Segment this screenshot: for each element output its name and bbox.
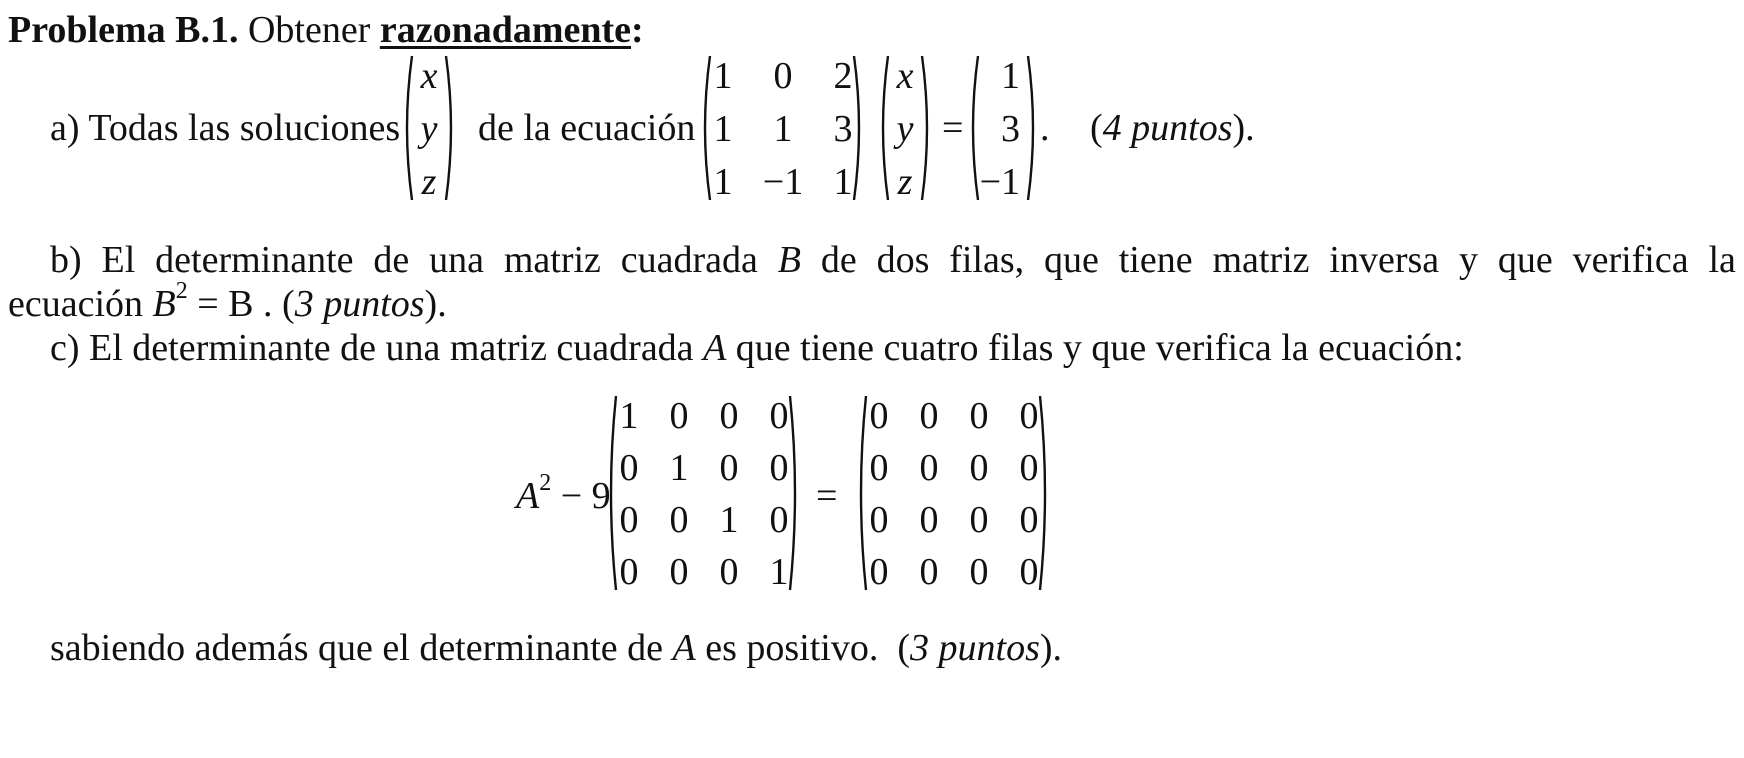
matrix-entry: 0 (719, 447, 739, 489)
vector-entry: x (896, 55, 914, 97)
final-text-after: es positivo. (705, 627, 879, 669)
matrix-entry: 1 (669, 447, 689, 489)
matrix-entry: 0 (619, 551, 639, 593)
matrix-entry: 0 (719, 551, 739, 593)
right-paren (920, 52, 934, 204)
part-a-middle: de la ecuación (478, 107, 696, 149)
unknowns-vector-product (876, 52, 934, 204)
matrix-entry: 0 (919, 395, 939, 437)
problem-label: Problema B.1. (8, 9, 239, 51)
matrix-entry: 1 (713, 108, 733, 150)
part-b-word: verifica (1572, 239, 1689, 281)
heading-emphasis: razonadamente (379, 9, 632, 51)
matrix-entry: 0 (669, 499, 689, 541)
right-paren (788, 392, 802, 594)
matrix-entry: 0 (769, 395, 789, 437)
points-text: 4 puntos (1102, 107, 1233, 149)
matrix-entry: 1 (719, 499, 739, 541)
equation-var-b: B (152, 283, 176, 325)
matrix-entry: 2 (833, 55, 853, 97)
vector-entry: 1 (1001, 55, 1020, 97)
part-a-prefix: a) Todas las soluciones (50, 107, 401, 149)
part-a-points: (4 puntos). (1090, 107, 1255, 149)
unknowns-vector (400, 52, 458, 204)
matrix-entry: 0 (919, 447, 939, 489)
matrix-entry: 0 (719, 395, 739, 437)
matrix-entry: 0 (773, 55, 793, 97)
part-b-word: una (429, 239, 484, 281)
heading-lead: Obtener (247, 9, 371, 51)
equals-sign: = (942, 107, 964, 149)
matrix-entry: 0 (969, 447, 989, 489)
zero-matrix (854, 392, 1052, 594)
matrix-entry: 0 (669, 551, 689, 593)
matrix-entry: 0 (619, 447, 639, 489)
part-c-text-after: que tiene cuatro filas y que verifica la ecuación: (735, 327, 1464, 369)
part-c-line (50, 326, 1464, 370)
matrix-entry: −1 (762, 161, 804, 203)
exponent: 2 (175, 278, 188, 304)
rhs-vector (966, 52, 1044, 204)
matrix-entry: 0 (919, 499, 939, 541)
matrix-entry: 1 (713, 161, 733, 203)
part-b-word: El (101, 239, 136, 281)
period: . (1040, 107, 1050, 149)
part-b-word: que (1497, 239, 1553, 281)
part-b-word: b) (50, 239, 82, 281)
matrix-entry: 0 (769, 447, 789, 489)
part-b-word: tiene (1118, 239, 1193, 281)
matrix-entry: 0 (869, 447, 889, 489)
vector-entry: 3 (1001, 108, 1020, 150)
vector-entry: z (897, 161, 913, 203)
matrix-entry: 1 (769, 551, 789, 593)
right-paren (1026, 52, 1040, 204)
matrix-entry: 1 (713, 55, 733, 97)
part-b-line-2: ecuación $B^2 = B$ . (3 puntos). (8, 278, 447, 325)
part-b-word: dos (876, 239, 930, 281)
heading-colon: : (631, 9, 644, 51)
matrix-entry: 0 (769, 499, 789, 541)
matrix-entry: 0 (1019, 447, 1039, 489)
coefficient-matrix (698, 52, 866, 204)
matrix-entry: 0 (969, 499, 989, 541)
part-b-word: de (373, 239, 410, 281)
minus-nine: − 9 (560, 475, 611, 517)
matrix-entry: 0 (869, 499, 889, 541)
vector-entry: y (420, 108, 438, 150)
part-b-word: B (777, 239, 801, 281)
part-b-word: la (1708, 239, 1736, 281)
matrix-entry: 0 (1019, 551, 1039, 593)
right-paren (1038, 392, 1052, 594)
matrix-entry: 0 (619, 499, 639, 541)
part-b-word: cuadrada (620, 239, 758, 281)
final-text-before: sabiendo además que el determinante de (50, 627, 664, 669)
matrix-entry: 0 (969, 395, 989, 437)
matrix-entry: 1 (773, 108, 793, 150)
part-b-line-1 (50, 238, 1736, 282)
matrix-entry: 1 (619, 395, 639, 437)
part-b-word: inversa (1329, 239, 1440, 281)
matrix-entry: 0 (919, 551, 939, 593)
part-b-word: y (1458, 239, 1478, 281)
matrix-entry: 0 (869, 395, 889, 437)
exponent: 2 (539, 470, 552, 496)
points-text: 3 puntos (294, 283, 425, 325)
part-b-word: matriz (1212, 239, 1310, 281)
part-b-word: determinante (155, 239, 354, 281)
points-text: 3 puntos (910, 627, 1040, 669)
part-c-text-before: c) El determinante de una matriz cuadrada (50, 327, 694, 369)
part-b-word: de (820, 239, 857, 281)
right-paren (444, 52, 458, 204)
equation-var-a: A (516, 475, 540, 517)
vector-entry: −1 (979, 161, 1020, 203)
part-b-word: que (1044, 239, 1099, 281)
matrix-entry: 0 (1019, 499, 1039, 541)
vector-entry: x (420, 55, 438, 97)
matrix-entry: 0 (669, 395, 689, 437)
equation-lhs (516, 470, 611, 518)
equals-sign: = (816, 475, 838, 517)
matrix-entry: 0 (869, 551, 889, 593)
vector-entry: y (896, 108, 914, 150)
problem-heading (8, 8, 644, 52)
equation-rest: = B . ( (197, 283, 295, 325)
vector-entry: z (421, 161, 437, 203)
part-b-word: filas, (949, 239, 1025, 281)
matrix-entry: 1 (833, 161, 853, 203)
part-c-final-line: sabiendo además que el determinante de A es positivo. (3 puntos). (50, 627, 1063, 669)
matrix-var-a: A (703, 327, 727, 369)
part-b-word: matriz (503, 239, 601, 281)
part-b-ecuacion: ecuación (8, 283, 144, 325)
right-paren (852, 52, 866, 204)
matrix-entry: 0 (1019, 395, 1039, 437)
final-var-a: A (672, 627, 696, 669)
matrix-entry: 3 (833, 108, 853, 150)
identity-matrix (604, 392, 802, 594)
matrix-entry: 0 (969, 551, 989, 593)
